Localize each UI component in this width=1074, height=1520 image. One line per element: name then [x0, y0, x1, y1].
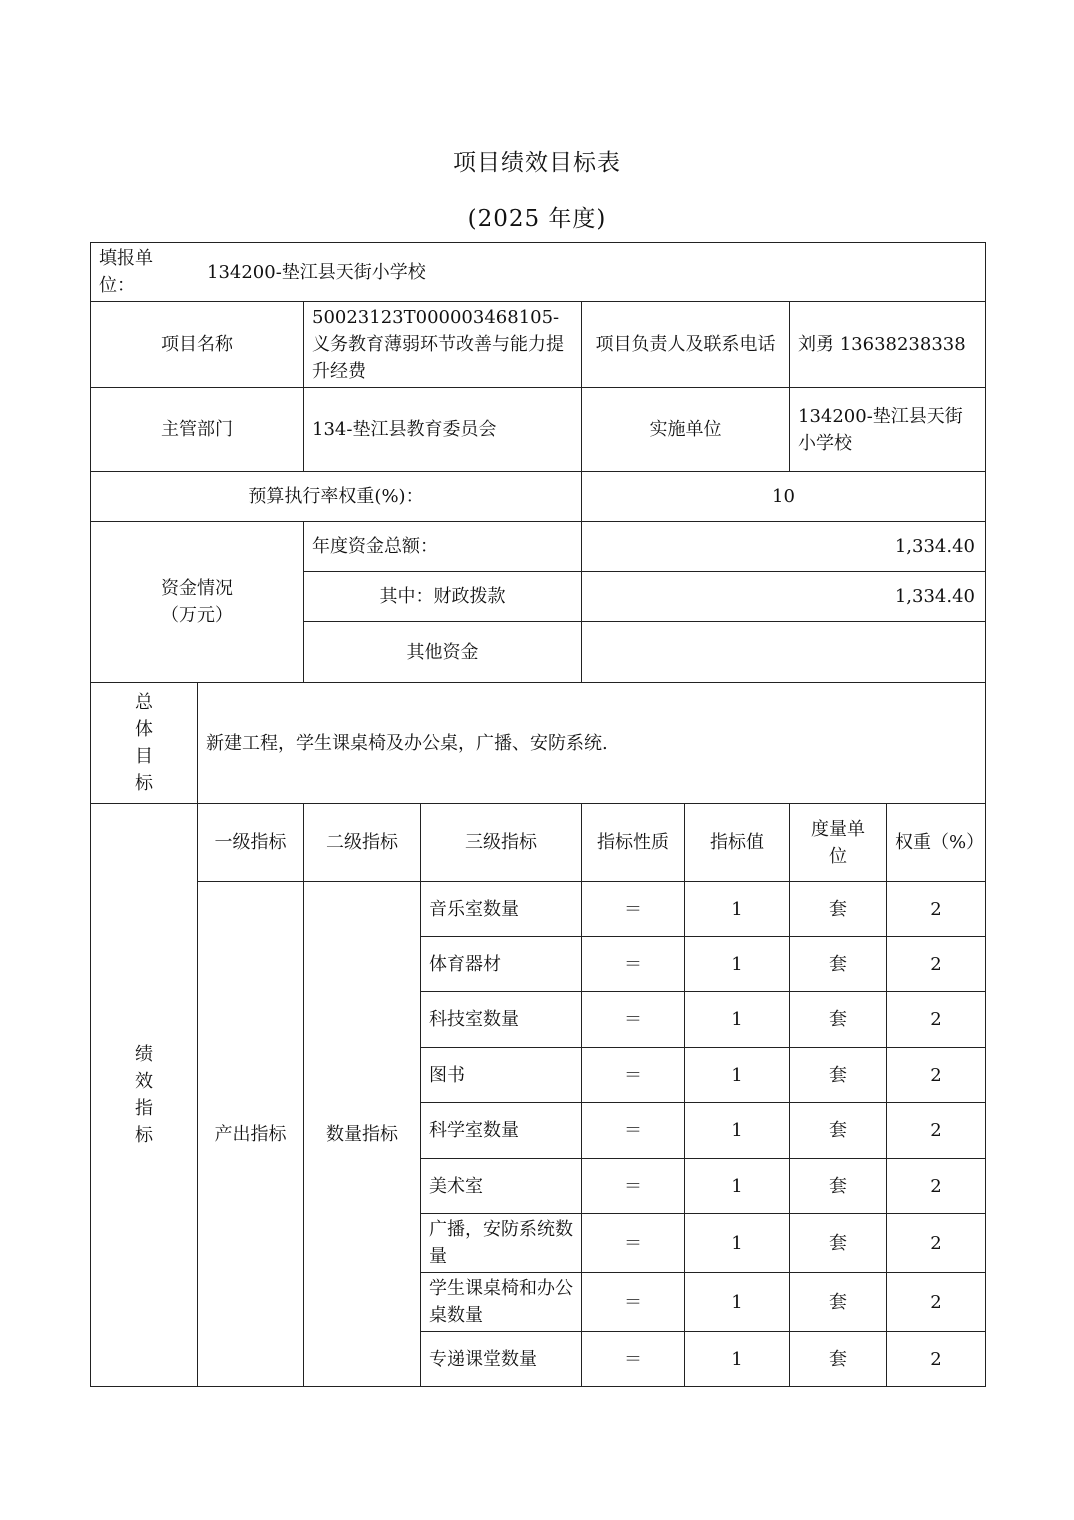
nature-cell: ＝ [582, 1273, 685, 1332]
value-cell: 1 [685, 882, 790, 937]
nature-cell: ＝ [582, 1103, 685, 1159]
unit-cell: 套 [790, 1159, 887, 1214]
unit-cell: 套 [790, 882, 887, 937]
nature-cell: ＝ [582, 1159, 685, 1214]
goal-label-char: 目 [135, 746, 153, 767]
budget-weight-row [91, 472, 986, 522]
overall-goal-row [91, 683, 986, 804]
funds-other-value [582, 622, 986, 683]
header-level1: 一级指标 [198, 804, 304, 882]
fill-unit-row [91, 243, 986, 302]
nature-cell: ＝ [582, 882, 685, 937]
nature-cell: ＝ [582, 937, 685, 992]
fill-unit-value: 134200-垫江县天街小学校 [207, 262, 426, 283]
unit-cell: 套 [790, 1103, 887, 1159]
nature-cell: ＝ [582, 1332, 685, 1387]
table-row [91, 882, 986, 937]
unit-cell: 套 [790, 937, 887, 992]
fill-unit-cell [91, 243, 986, 302]
level3-name: 科技室数量 [421, 992, 582, 1048]
goal-label-char: 总 [135, 692, 153, 713]
goal-label-char: 体 [135, 719, 153, 740]
level3-name: 学生课桌椅和办公桌数量 [421, 1273, 582, 1332]
indicators-label [91, 804, 198, 1387]
overall-goal-label [91, 683, 198, 804]
unit-cell: 套 [790, 1273, 887, 1332]
header-weight: 权重（%） [887, 804, 986, 882]
department-row [91, 388, 986, 472]
level3-name: 美术室 [421, 1159, 582, 1214]
page-title: 项目绩效目标表 [453, 150, 621, 176]
weight-cell: 2 [887, 1332, 986, 1387]
unit-cell: 套 [790, 1214, 887, 1273]
value-cell: 1 [685, 937, 790, 992]
weight-cell: 2 [887, 1214, 986, 1273]
funds-fiscal-value: 1,334.40 [582, 572, 986, 622]
weight-cell: 2 [887, 1273, 986, 1332]
department-label: 主管部门 [91, 388, 304, 472]
level1-cell: 产出指标 [198, 882, 304, 1387]
weight-cell: 2 [887, 882, 986, 937]
weight-cell: 2 [887, 992, 986, 1048]
funds-total-value: 1,334.40 [582, 522, 986, 572]
header-value: 指标值 [685, 804, 790, 882]
value-cell: 1 [685, 1214, 790, 1273]
weight-cell: 2 [887, 1103, 986, 1159]
header-level3: 三级指标 [421, 804, 582, 882]
project-leader-value: 刘勇 13638238338 [790, 302, 986, 388]
project-leader-label: 项目负责人及联系电话 [582, 302, 790, 388]
value-cell: 1 [685, 1273, 790, 1332]
budget-weight-value: 10 [582, 472, 986, 522]
value-cell: 1 [685, 1048, 790, 1103]
implementing-unit-label: 实施单位 [582, 388, 790, 472]
page-subtitle: (2025 年度) [467, 206, 607, 232]
level2-cell: 数量指标 [304, 882, 421, 1387]
goal-label-char: 标 [135, 773, 153, 794]
weight-cell: 2 [887, 937, 986, 992]
header-level2: 二级指标 [304, 804, 421, 882]
funds-unit: （万元） [161, 605, 233, 626]
nature-cell: ＝ [582, 992, 685, 1048]
project-name-label: 项目名称 [91, 302, 304, 388]
indicators-label-char: 标 [135, 1125, 153, 1146]
fill-unit-label: 填报单位： [99, 248, 153, 296]
weight-cell: 2 [887, 1159, 986, 1214]
level3-name: 图书 [421, 1048, 582, 1103]
department-value: 134-垫江县教育委员会 [304, 388, 582, 472]
level3-name: 音乐室数量 [421, 882, 582, 937]
budget-weight-label: 预算执行率权重(%)： [91, 472, 582, 522]
indicators-label-char: 绩 [135, 1044, 153, 1065]
level3-name: 体育器材 [421, 937, 582, 992]
value-cell: 1 [685, 992, 790, 1048]
value-cell: 1 [685, 1332, 790, 1387]
funds-other-label: 其他资金 [304, 622, 582, 683]
overall-goal-text: 新建工程，学生课桌椅及办公桌，广播、安防系统. [198, 683, 986, 804]
funds-total-label: 年度资金总额： [304, 522, 582, 572]
header-nature: 指标性质 [582, 804, 685, 882]
level3-name: 广播，安防系统数量 [421, 1214, 582, 1273]
unit-cell: 套 [790, 992, 887, 1048]
unit-cell: 套 [790, 1048, 887, 1103]
performance-target-table [90, 242, 986, 1387]
funds-label-cell [91, 522, 304, 683]
project-name-value: 50023123T000003468105-义务教育薄弱环节改善与能力提升经费 [304, 302, 582, 388]
indicators-label-char: 指 [135, 1098, 153, 1119]
nature-cell: ＝ [582, 1048, 685, 1103]
value-cell: 1 [685, 1103, 790, 1159]
weight-cell: 2 [887, 1048, 986, 1103]
project-name-row [91, 302, 986, 388]
indicators-label-char: 效 [135, 1071, 153, 1092]
funds-total-row [91, 522, 986, 572]
header-unit: 度量单位 [790, 804, 887, 882]
level3-name: 专递课堂数量 [421, 1332, 582, 1387]
funds-fiscal-label: 其中：财政拨款 [304, 572, 582, 622]
nature-cell: ＝ [582, 1214, 685, 1273]
funds-label: 资金情况 [161, 578, 233, 599]
value-cell: 1 [685, 1159, 790, 1214]
indicator-header-row [91, 804, 986, 882]
implementing-unit-value: 134200-垫江县天街小学校 [790, 388, 986, 472]
unit-cell: 套 [790, 1332, 887, 1387]
level3-name: 科学室数量 [421, 1103, 582, 1159]
